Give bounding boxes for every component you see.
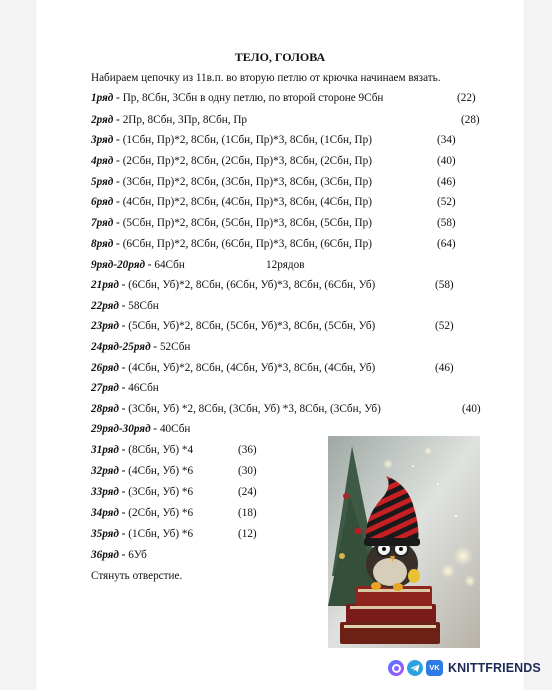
row-label: 29ряд-30ряд — [91, 423, 151, 435]
row-separator: - — [113, 134, 123, 146]
pattern-row — [91, 259, 305, 275]
row-instructions: (4Сбн, Уб)*2, 8Сбн, (4Сбн, Уб)*3, 8Сбн, (4Сбн, Уб) — [128, 362, 376, 374]
row-stitch-count: (28) — [461, 114, 480, 126]
row-separator: - — [113, 196, 123, 208]
row-stitch-count: (18) — [238, 507, 257, 519]
row-separator: - — [118, 549, 129, 561]
row-stitch-count: (40) — [437, 155, 456, 167]
row-separator: - — [113, 155, 123, 167]
row-stitch-count: (46) — [435, 362, 454, 374]
pattern-row — [91, 486, 257, 502]
row-separator: - — [150, 423, 160, 435]
row-label: 32ряд — [91, 465, 119, 477]
row-instructions: (6Сбн, Уб)*2, 8Сбн, (6Сбн, Уб)*3, 8Сбн, (6Сбн, Уб) — [128, 279, 376, 291]
pattern-row — [91, 423, 190, 439]
pattern-row — [91, 155, 456, 171]
pattern-row — [91, 465, 257, 481]
row-stitch-count: (40) — [462, 403, 481, 415]
row-instructions: (1Сбн, Уб) *6 — [128, 528, 194, 540]
max-icon[interactable] — [388, 660, 404, 676]
closing-text: Стянуть отверстие. — [91, 570, 183, 582]
pattern-row — [91, 320, 454, 336]
row-stitch-count: (52) — [437, 196, 456, 208]
row-label: 5ряд — [91, 176, 114, 188]
row-separator: - — [113, 176, 123, 188]
vk-icon[interactable]: VK — [426, 660, 443, 676]
intro-text: Набираем цепочку из 11в.п. во вторую петлю от крючка начинаем вязать. — [91, 72, 441, 84]
row-stitch-count: (58) — [435, 279, 454, 291]
document-page — [36, 0, 524, 690]
pattern-row — [91, 92, 476, 108]
row-label: 4ряд — [91, 155, 114, 167]
row-label: 27ряд — [91, 382, 119, 394]
row-instructions: 58Сбн — [128, 300, 159, 312]
pattern-row — [91, 507, 257, 523]
row-instructions: 40Сбн — [159, 423, 191, 435]
row-stitch-count: (34) — [437, 134, 456, 146]
brand-bar — [388, 658, 541, 678]
pattern-row — [91, 176, 456, 192]
row-label: 24ряд-25ряд — [91, 341, 151, 353]
pattern-row — [91, 403, 481, 419]
row-separator: - — [150, 341, 160, 353]
pattern-row — [91, 279, 454, 295]
pattern-row — [91, 362, 454, 378]
row-separator: - — [118, 320, 129, 332]
row-label: 21ряд — [91, 279, 119, 291]
row-label: 31ряд — [91, 444, 119, 456]
row-instructions: (2Сбн, Уб) *6 — [128, 507, 194, 519]
row-separator: - — [118, 403, 129, 415]
row-instructions: 64Сбн — [154, 259, 185, 271]
row-instructions: (3Сбн, Уб) *2, 8Сбн, (3Сбн, Уб) *3, 8Сбн, (3Сбн, Уб) — [128, 403, 381, 415]
row-label: 9ряд-20ряд — [91, 259, 146, 271]
row-instructions: (4Сбн, Уб) *6 — [128, 465, 194, 477]
row-stitch-count: (64) — [437, 238, 456, 250]
row-label: 26ряд — [91, 362, 119, 374]
row-label: 35ряд — [91, 528, 119, 540]
row-label: 33ряд — [91, 486, 119, 498]
row-separator: - — [118, 300, 129, 312]
row-separator: - — [118, 279, 129, 291]
row-instructions: 2Пр, 8Сбн, 3Пр, 8Сбн, Пр — [122, 114, 248, 126]
row-separator: - — [145, 259, 155, 271]
row-label: 2ряд — [91, 114, 114, 126]
row-separator: - — [113, 114, 123, 126]
row-instructions: (5Сбн, Уб)*2, 8Сбн, (5Сбн, Уб)*3, 8Сбн, (5Сбн, Уб) — [128, 320, 376, 332]
row-instructions: Пр, 8Сбн, 3Сбн в одну петлю, по второй стороне 9Сбн — [122, 92, 384, 104]
row-separator: - — [118, 486, 129, 498]
pattern-row — [91, 238, 456, 254]
row-label: 6ряд — [91, 196, 114, 208]
row-label: 22ряд — [91, 300, 119, 312]
pattern-row — [91, 217, 456, 233]
pattern-row — [91, 196, 456, 212]
row-instructions: 6Уб — [128, 549, 147, 561]
row-instructions: (6Сбн, Пр)*2, 8Сбн, (6Сбн, Пр)*3, 8Сбн, (6Сбн, Пр) — [122, 238, 372, 250]
row-label: 1ряд — [91, 92, 114, 104]
row-instructions: 52Сбн — [159, 341, 191, 353]
toy-photo — [328, 436, 480, 648]
row-label: 8ряд — [91, 238, 114, 250]
row-label: 23ряд — [91, 320, 119, 332]
row-instructions: (2Сбн, Пр)*2, 8Сбн, (2Сбн, Пр)*3, 8Сбн, (2Сбн, Пр) — [122, 155, 372, 167]
row-stitch-count: (36) — [238, 444, 257, 456]
row-label: 34ряд — [91, 507, 119, 519]
row-instructions: (4Сбн, Пр)*2, 8Сбн, (4Сбн, Пр)*3, 8Сбн, (4Сбн, Пр) — [122, 196, 372, 208]
row-instructions: (8Сбн, Уб) *4 — [128, 444, 194, 456]
row-instructions: 46Сбн — [128, 382, 159, 394]
row-separator: - — [118, 362, 129, 374]
pattern-row — [91, 382, 159, 398]
pattern-row — [91, 528, 257, 544]
pattern-row — [91, 549, 147, 565]
row-separator: - — [113, 92, 123, 104]
row-instructions: (5Сбн, Пр)*2, 8Сбн, (5Сбн, Пр)*3, 8Сбн, (5Сбн, Пр) — [122, 217, 372, 229]
row-instructions: (3Сбн, Пр)*2, 8Сбн, (3Сбн, Пр)*3, 8Сбн, (3Сбн, Пр) — [122, 176, 372, 188]
telegram-icon[interactable] — [407, 660, 423, 676]
pattern-row — [91, 114, 480, 130]
row-stitch-count: (24) — [238, 486, 257, 498]
row-separator: - — [118, 465, 129, 477]
row-instructions: (3Сбн, Уб) *6 — [128, 486, 194, 498]
brand-name: KNITTFRIENDS — [448, 661, 541, 675]
row-label: 7ряд — [91, 217, 114, 229]
row-instructions: (1Сбн, Пр)*2, 8Сбн, (1Сбн, Пр)*3, 8Сбн, (1Сбн, Пр) — [122, 134, 372, 146]
row-stitch-count: (30) — [238, 465, 257, 477]
row-stitch-count: (58) — [437, 217, 456, 229]
pattern-row — [91, 134, 456, 150]
row-label: 28ряд — [91, 403, 119, 415]
row-label: 3ряд — [91, 134, 114, 146]
row-separator: - — [118, 382, 129, 394]
row-stitch-count: 12рядов — [266, 259, 305, 271]
pattern-row — [91, 444, 257, 460]
row-separator: - — [118, 444, 129, 456]
row-separator: - — [113, 217, 123, 229]
row-stitch-count: (52) — [435, 320, 454, 332]
row-separator: - — [118, 507, 129, 519]
pattern-row — [91, 300, 159, 316]
row-stitch-count: (46) — [437, 176, 456, 188]
page-title: ТЕЛО, ГОЛОВА — [234, 50, 326, 64]
row-stitch-count: (12) — [238, 528, 257, 540]
row-label: 36ряд — [91, 549, 119, 561]
row-separator: - — [118, 528, 129, 540]
row-stitch-count: (22) — [457, 92, 476, 104]
pattern-row — [91, 341, 190, 357]
row-separator: - — [113, 238, 123, 250]
